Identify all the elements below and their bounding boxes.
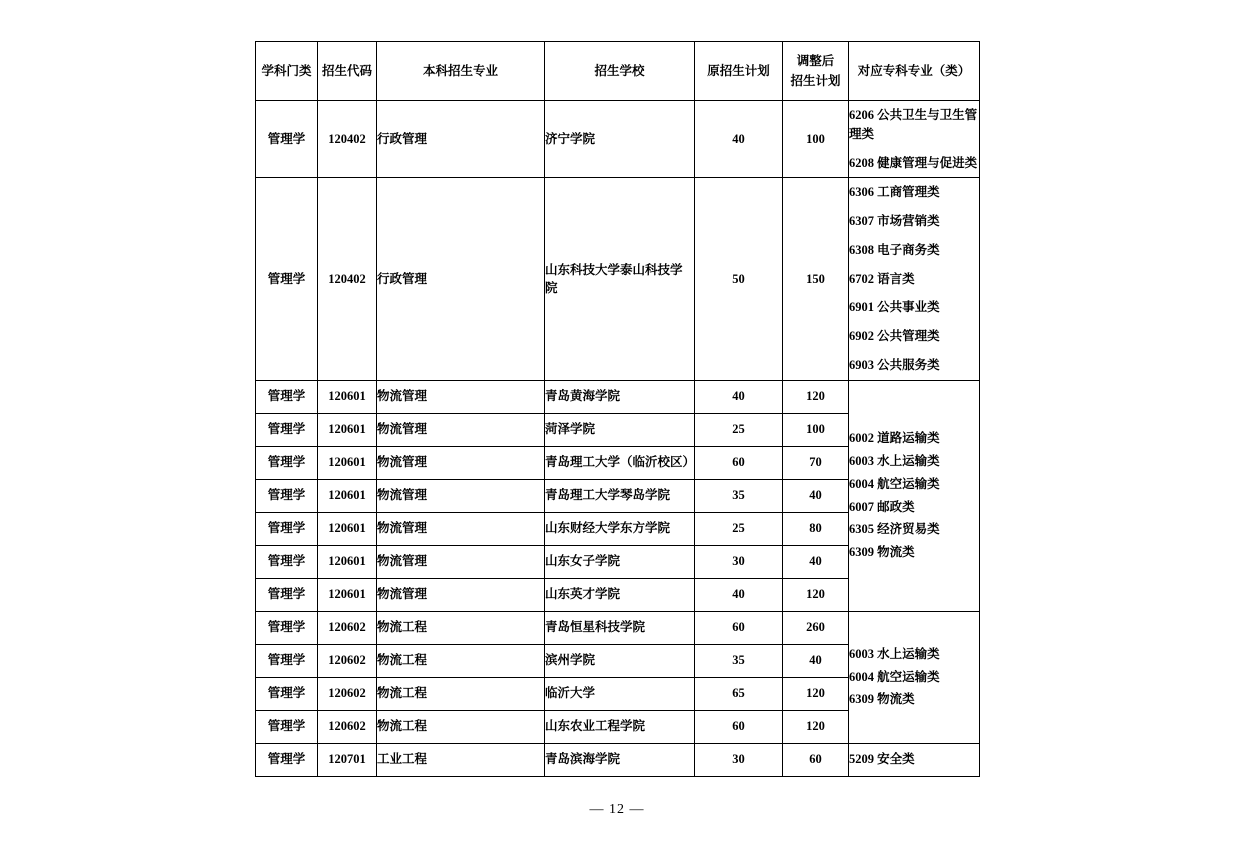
- discipline-cell: 管理学: [256, 710, 318, 743]
- school-cell: 山东英才学院: [545, 578, 695, 611]
- adjusted-plan-cell: 100: [783, 101, 849, 178]
- page-number: — 12 —: [589, 802, 645, 817]
- table-row: [256, 611, 980, 644]
- school-cell: 菏泽学院: [545, 413, 695, 446]
- school-cell: 青岛滨海学院: [545, 743, 695, 776]
- original-plan-cell: 65: [695, 677, 783, 710]
- table-header-row: [256, 42, 980, 101]
- corresponding-majors-cell: [849, 178, 980, 380]
- discipline-cell: 管理学: [256, 644, 318, 677]
- corresponding-major-item: 6307 市场营销类: [849, 214, 940, 228]
- code-cell: 120402: [318, 101, 377, 178]
- discipline-cell: 管理学: [256, 479, 318, 512]
- school-cell: 山东女子学院: [545, 545, 695, 578]
- adjusted-plan-cell: 120: [783, 380, 849, 413]
- column-header-discipline: 学科门类: [256, 42, 318, 101]
- corresponding-major-item: 6901 公共事业类: [849, 300, 940, 315]
- column-header-adjusted-plan-line2: 招生计划: [790, 74, 841, 88]
- school-cell: 临沂大学: [545, 677, 695, 710]
- corresponding-major-item: 6306 工商管理类: [849, 185, 940, 200]
- corresponding-major-item: 6308 电子商务类: [849, 242, 940, 257]
- adjusted-plan-cell: 40: [783, 479, 849, 512]
- code-cell: 120601: [318, 512, 377, 545]
- discipline-cell: 管理学: [256, 512, 318, 545]
- discipline-cell: 管理学: [256, 446, 318, 479]
- school-cell: 山东财经大学东方学院: [545, 512, 695, 545]
- table-body: [256, 101, 980, 777]
- column-header-major: 本科招生专业: [377, 42, 545, 101]
- school-cell: 山东农业工程学院: [545, 710, 695, 743]
- original-plan-cell: 35: [695, 479, 783, 512]
- corresponding-major-item: 6004 航空运输类: [849, 669, 940, 684]
- column-header-adjusted-plan: [783, 42, 849, 101]
- corresponding-majors-cell: [849, 380, 980, 611]
- corresponding-major-item: 6208 健康管理与促进类: [849, 155, 978, 170]
- code-cell: 120601: [318, 479, 377, 512]
- original-plan-cell: 40: [695, 578, 783, 611]
- code-cell: 120602: [318, 677, 377, 710]
- adjusted-plan-cell: 150: [783, 178, 849, 380]
- original-plan-cell: 40: [695, 380, 783, 413]
- corresponding-major-item: 6002 道路运输类: [849, 431, 940, 446]
- adjusted-plan-cell: 120: [783, 578, 849, 611]
- corresponding-major-item: 5209 安全类: [849, 752, 915, 767]
- original-plan-cell: 60: [695, 611, 783, 644]
- table-row: [256, 380, 980, 413]
- corresponding-major-item: 6702 语言类: [849, 271, 915, 286]
- major-name-cell: 物流管理: [377, 512, 545, 545]
- table-row: [256, 178, 980, 380]
- discipline-cell: 管理学: [256, 101, 318, 178]
- corresponding-major-item: 6902 公共管理类: [849, 329, 940, 343]
- adjusted-plan-cell: 40: [783, 545, 849, 578]
- school-cell: 青岛理工大学琴岛学院: [545, 479, 695, 512]
- code-cell: 120701: [318, 743, 377, 776]
- table-row: [256, 743, 980, 776]
- code-cell: 120601: [318, 413, 377, 446]
- corresponding-majors-cell: [849, 101, 980, 178]
- corresponding-major-item: 6309 物流类: [849, 545, 915, 559]
- enrollment-table-container: [255, 41, 979, 777]
- column-header-code: 招生代码: [318, 42, 377, 101]
- column-header-corresponding-majors: 对应专科专业（类）: [849, 42, 980, 101]
- corresponding-major-item: 6003 水上运输类: [849, 454, 940, 468]
- major-name-cell: 物流工程: [377, 710, 545, 743]
- original-plan-cell: 30: [695, 743, 783, 776]
- adjusted-plan-cell: 120: [783, 710, 849, 743]
- discipline-cell: 管理学: [256, 178, 318, 380]
- major-name-cell: 物流工程: [377, 644, 545, 677]
- original-plan-cell: 60: [695, 710, 783, 743]
- code-cell: 120601: [318, 545, 377, 578]
- original-plan-cell: 30: [695, 545, 783, 578]
- corresponding-major-item: 6003 水上运输类: [849, 646, 940, 661]
- discipline-cell: 管理学: [256, 545, 318, 578]
- discipline-cell: 管理学: [256, 380, 318, 413]
- original-plan-cell: 60: [695, 446, 783, 479]
- column-header-original-plan: 原招生计划: [695, 42, 783, 101]
- major-name-cell: 物流管理: [377, 446, 545, 479]
- major-name-cell: 物流管理: [377, 413, 545, 446]
- discipline-cell: 管理学: [256, 578, 318, 611]
- code-cell: 120601: [318, 446, 377, 479]
- original-plan-cell: 25: [695, 413, 783, 446]
- major-name-cell: 物流管理: [377, 380, 545, 413]
- corresponding-major-item: 6305 经济贸易类: [849, 522, 940, 537]
- original-plan-cell: 50: [695, 178, 783, 380]
- school-cell: 青岛黄海学院: [545, 380, 695, 413]
- adjusted-plan-cell: 40: [783, 644, 849, 677]
- major-name-cell: 行政管理: [377, 178, 545, 380]
- code-cell: 120601: [318, 380, 377, 413]
- code-cell: 120601: [318, 578, 377, 611]
- adjusted-plan-cell: 260: [783, 611, 849, 644]
- major-name-cell: 行政管理: [377, 101, 545, 178]
- corresponding-major-item: 6903 公共服务类: [849, 357, 940, 372]
- school-cell: 青岛理工大学（临沂校区）: [545, 446, 695, 479]
- original-plan-cell: 35: [695, 644, 783, 677]
- school-cell: 滨州学院: [545, 644, 695, 677]
- adjusted-plan-cell: 70: [783, 446, 849, 479]
- column-header-school: 招生学校: [545, 42, 695, 101]
- major-name-cell: 工业工程: [377, 743, 545, 776]
- column-header-adjusted-plan-line1: 调整后: [796, 54, 835, 68]
- corresponding-major-item: 6309 物流类: [849, 692, 915, 707]
- corresponding-majors-cell: [849, 611, 980, 743]
- school-cell: 济宁学院: [545, 101, 695, 178]
- major-name-cell: 物流管理: [377, 578, 545, 611]
- table-header: [256, 42, 980, 101]
- discipline-cell: 管理学: [256, 677, 318, 710]
- school-cell: 山东科技大学泰山科技学院: [545, 178, 695, 380]
- corresponding-major-item: 6007 邮政类: [849, 499, 915, 514]
- code-cell: 120602: [318, 710, 377, 743]
- corresponding-major-item: 6004 航空运输类: [849, 476, 940, 491]
- discipline-cell: 管理学: [256, 743, 318, 776]
- code-cell: 120602: [318, 611, 377, 644]
- discipline-cell: 管理学: [256, 413, 318, 446]
- school-cell: 青岛恒星科技学院: [545, 611, 695, 644]
- original-plan-cell: 40: [695, 101, 783, 178]
- original-plan-cell: 25: [695, 512, 783, 545]
- code-cell: 120402: [318, 178, 377, 380]
- corresponding-major-item: 6206 公共卫生与卫生管理类: [849, 108, 978, 141]
- major-name-cell: 物流工程: [377, 611, 545, 644]
- adjusted-plan-cell: 100: [783, 413, 849, 446]
- table-row: [256, 101, 980, 178]
- corresponding-majors-cell: [849, 743, 980, 776]
- adjusted-plan-cell: 80: [783, 512, 849, 545]
- major-name-cell: 物流工程: [377, 677, 545, 710]
- major-name-cell: 物流管理: [377, 479, 545, 512]
- adjusted-plan-cell: 60: [783, 743, 849, 776]
- major-name-cell: 物流管理: [377, 545, 545, 578]
- discipline-cell: 管理学: [256, 611, 318, 644]
- adjusted-plan-cell: 120: [783, 677, 849, 710]
- code-cell: 120602: [318, 644, 377, 677]
- enrollment-table: [255, 41, 980, 777]
